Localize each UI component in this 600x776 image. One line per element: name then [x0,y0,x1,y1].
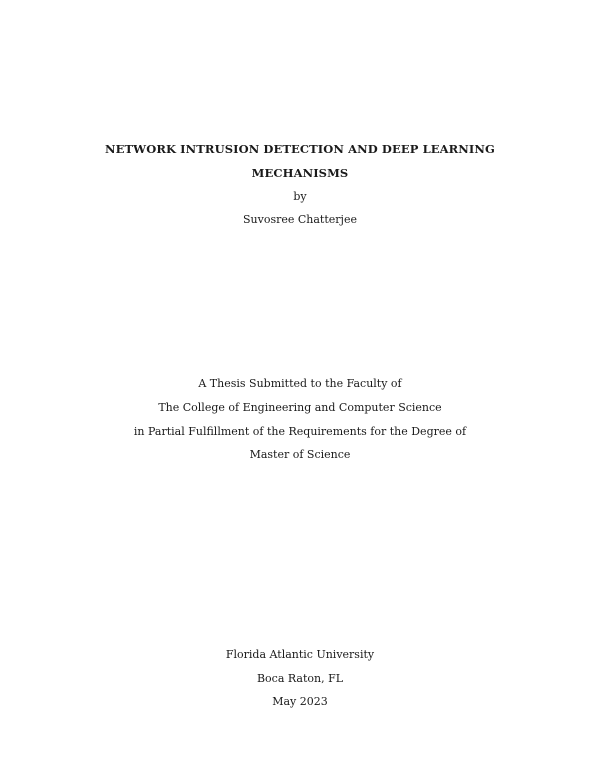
university-name: Florida Atlantic University [225,648,375,661]
author-name: Suvosree Chatterjee [243,213,357,226]
submission-date: May 2023 [272,695,328,708]
by-label: by [293,190,307,203]
submission-line-1: A Thesis Submitted to the Faculty of [198,377,402,390]
thesis-title-line-2: MECHANISMS [251,166,349,180]
degree-name: Master of Science [249,448,351,461]
submission-line-3: in Partial Fulfillment of the Requirements for the Degree of [133,425,467,438]
submission-line-2: The College of Engineering and Computer Science [158,401,442,414]
thesis-title-line-1: NETWORK INTRUSION DETECTION AND DEEP LEARNING [105,142,495,156]
university-location: Boca Raton, FL [256,672,344,685]
